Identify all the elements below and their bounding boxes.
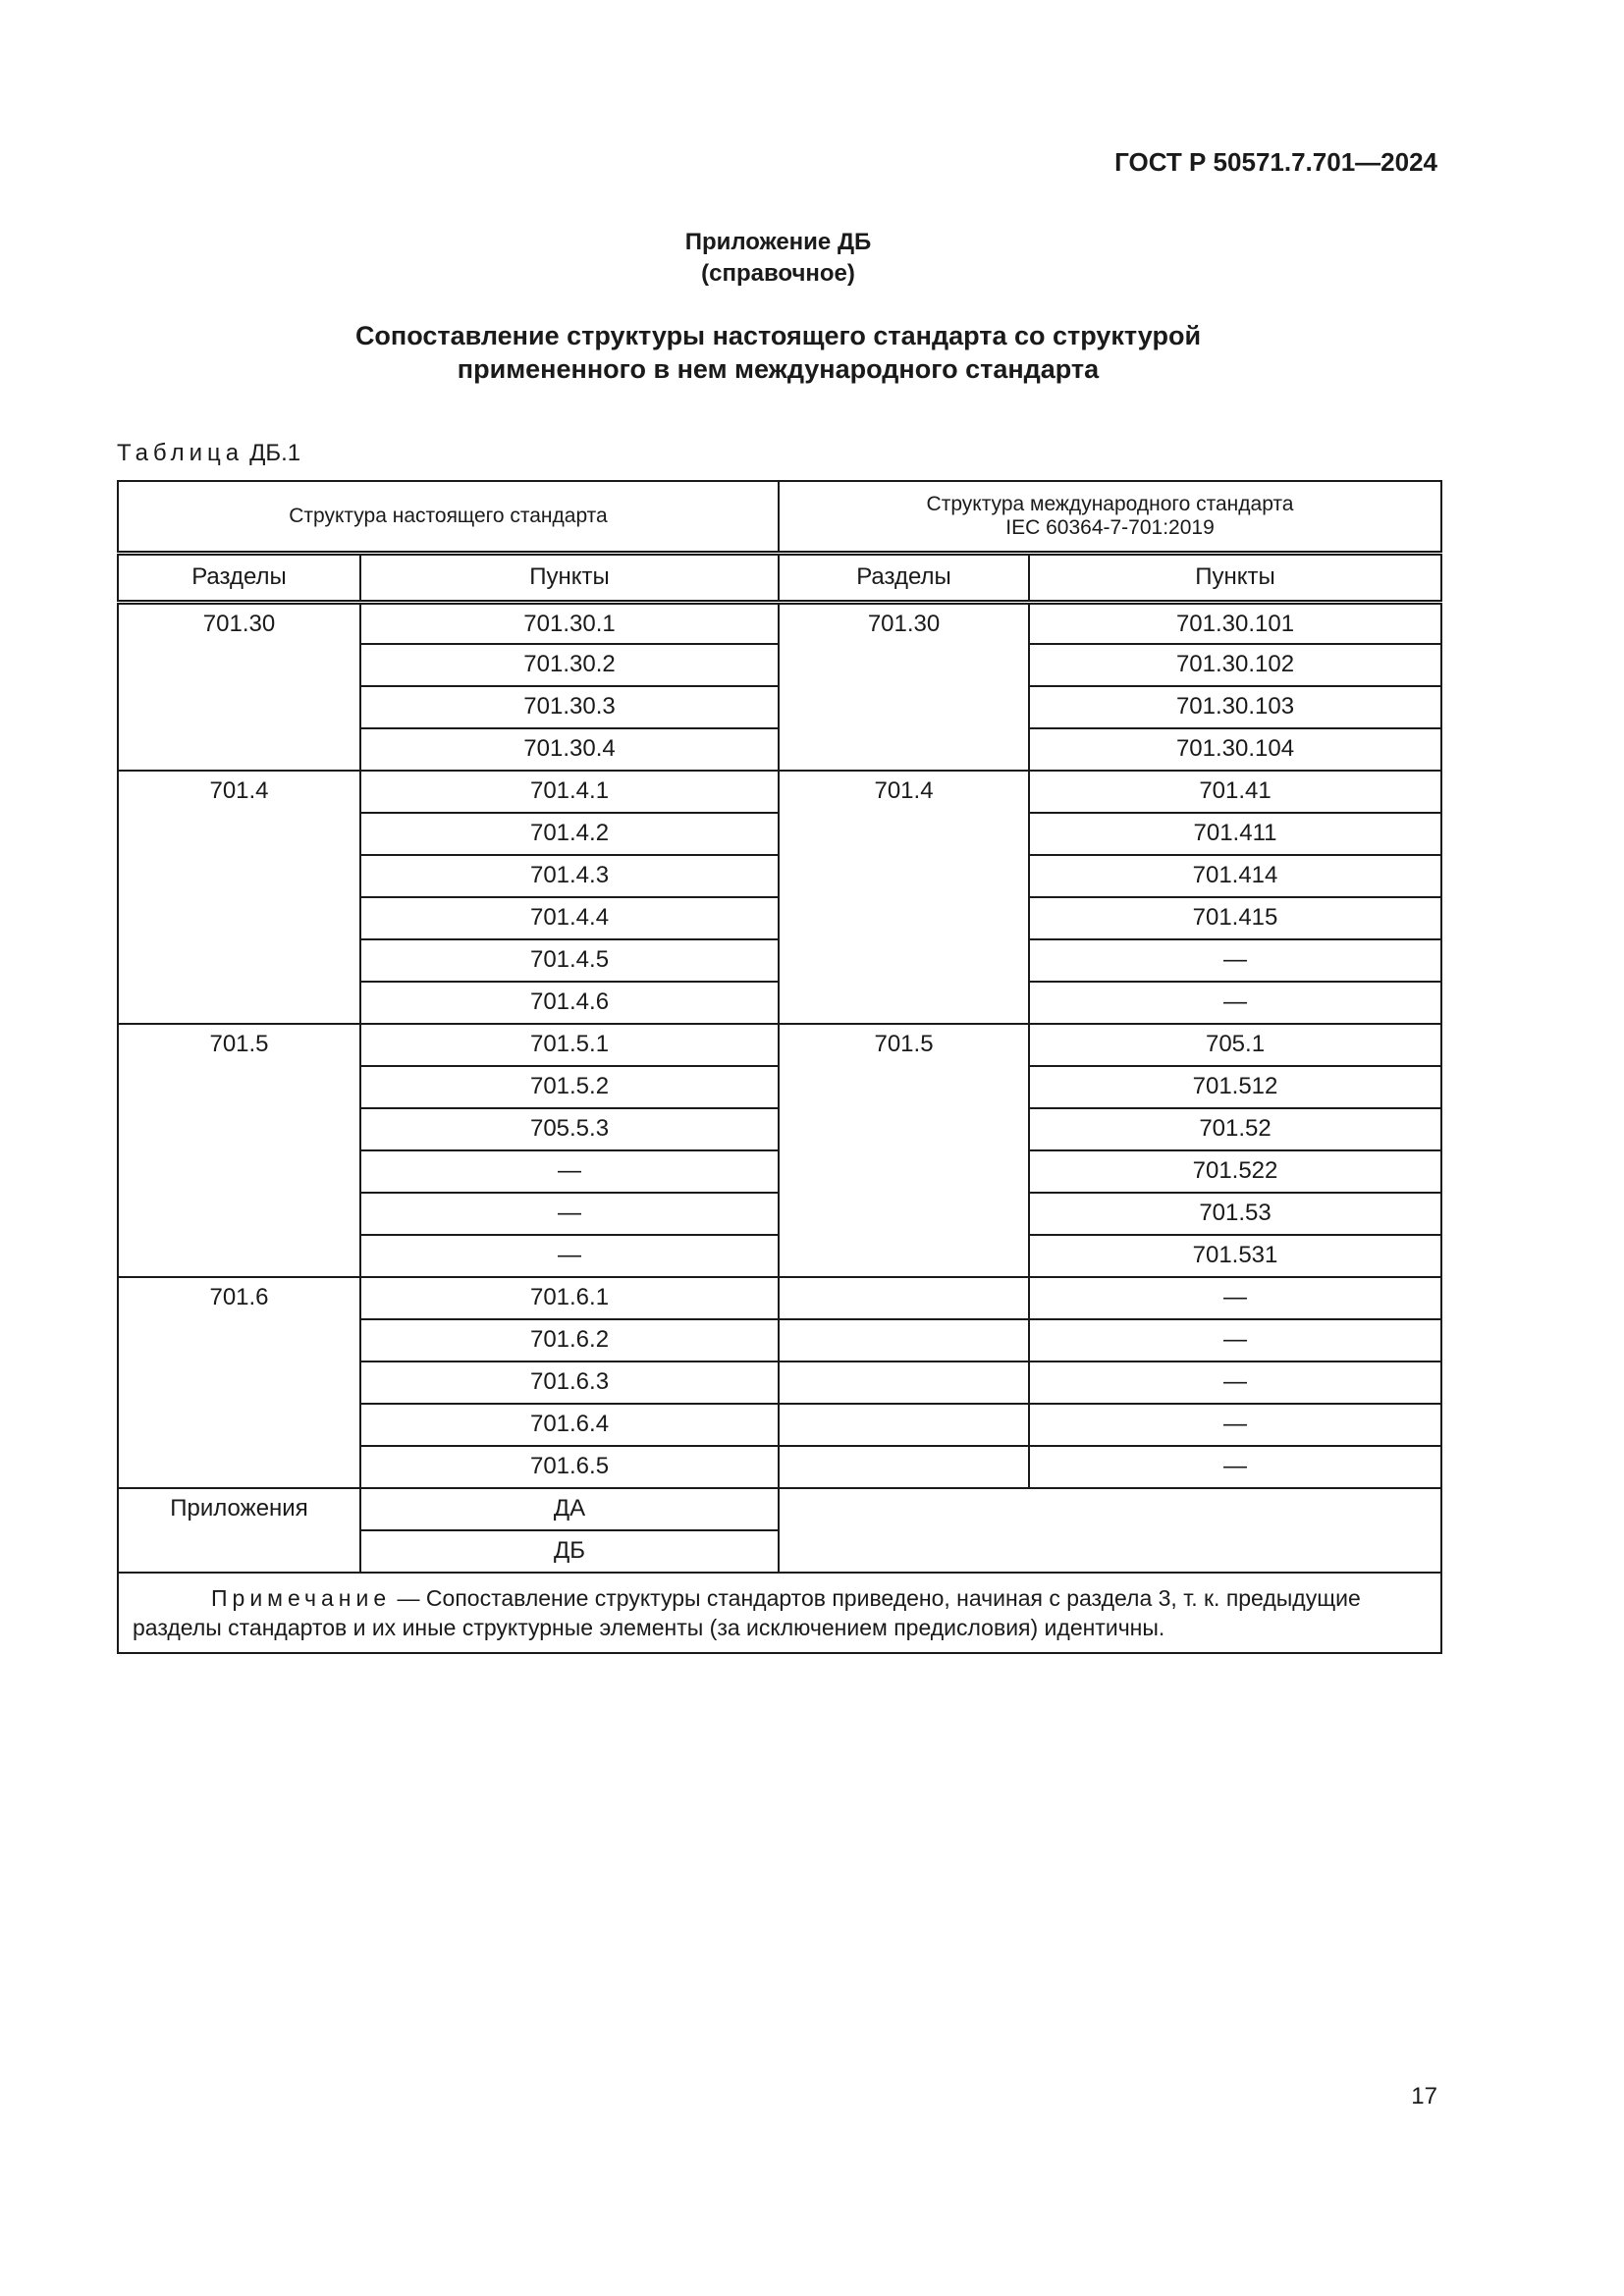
intl-section-cell-empty — [779, 1404, 1029, 1446]
item-cell: ДБ — [360, 1530, 779, 1573]
table-row — [118, 1277, 1441, 1319]
table-group-header-row — [118, 481, 1441, 553]
item-cell: 701.4.5 — [360, 939, 779, 982]
col-header-sections-current: Разделы — [118, 553, 360, 602]
item-cell: — — [360, 1193, 779, 1235]
appendix-title: Приложение ДБ — [684, 229, 872, 255]
intl-item-cell: 701.30.102 — [1029, 644, 1441, 686]
intl-section-cell: 701.5 — [779, 1024, 1029, 1277]
header-current-structure: Структура настоящего стандарта — [118, 481, 779, 553]
header-international-line-2: IEC 60364-7-701:2019 — [1005, 515, 1215, 539]
col-header-sections-intl: Разделы — [779, 553, 1029, 602]
header-international-structure — [779, 481, 1441, 553]
item-cell: 701.6.5 — [360, 1446, 779, 1488]
table-note — [118, 1573, 1441, 1653]
document-title-line-2: примененного в нем международного стандарта — [457, 354, 1100, 384]
item-cell: 701.6.1 — [360, 1277, 779, 1319]
item-cell: ДА — [360, 1488, 779, 1530]
intl-item-cell: 701.30.103 — [1029, 686, 1441, 728]
intl-item-cell: — — [1029, 1446, 1441, 1488]
intl-section-cell: 701.4 — [779, 771, 1029, 1024]
table-caption-number: ДБ.1 — [249, 440, 301, 466]
intl-item-cell: 701.512 — [1029, 1066, 1441, 1108]
item-cell: — — [360, 1150, 779, 1193]
item-cell: 701.30.2 — [360, 644, 779, 686]
item-cell: 701.30.4 — [360, 728, 779, 771]
document-title-line-1: Сопоставление структуры настоящего стандарта со структурой — [354, 321, 1202, 350]
note-text: — Сопоставление структуры стандартов приведено, начиная с раздела 3, т. к. предыдущие разделы стандартов и их иные структурные элементы (за исключением предисловия) идентичны. — [133, 1585, 1361, 1640]
intl-section-cell: 701.30 — [779, 602, 1029, 771]
item-cell: 701.30.1 — [360, 602, 779, 644]
intl-item-cell: 701.522 — [1029, 1150, 1441, 1193]
col-header-items-intl: Пункты — [1029, 553, 1441, 602]
page-number: 17 — [1411, 2083, 1437, 2109]
table-row — [118, 1488, 1441, 1530]
intl-appendices-empty-cell — [779, 1488, 1441, 1573]
item-cell: 701.4.3 — [360, 855, 779, 897]
table-row — [118, 1024, 1441, 1066]
table-row — [118, 771, 1441, 813]
item-cell: — — [360, 1235, 779, 1277]
header-international-line-1: Структура международного стандарта — [926, 492, 1294, 515]
intl-section-cell-empty — [779, 1362, 1029, 1404]
intl-section-cell-empty — [779, 1446, 1029, 1488]
intl-section-cell-empty — [779, 1319, 1029, 1362]
section-cell: 701.6 — [118, 1277, 360, 1488]
item-cell: 701.6.3 — [360, 1362, 779, 1404]
item-cell: 701.4.6 — [360, 982, 779, 1024]
table-note-row — [118, 1573, 1441, 1653]
intl-item-cell: — — [1029, 1404, 1441, 1446]
intl-item-cell: 701.41 — [1029, 771, 1441, 813]
item-cell: 701.5.2 — [360, 1066, 779, 1108]
intl-section-cell-empty — [779, 1277, 1029, 1319]
item-cell: 701.4.2 — [360, 813, 779, 855]
table-row — [118, 602, 1441, 644]
col-header-items-current: Пункты — [360, 553, 779, 602]
document-code: ГОСТ Р 50571.7.701—2024 — [1114, 147, 1437, 177]
item-cell: 701.30.3 — [360, 686, 779, 728]
item-cell: 701.5.1 — [360, 1024, 779, 1066]
item-cell: 701.6.4 — [360, 1404, 779, 1446]
table-caption-label: Таблица — [117, 440, 244, 466]
intl-item-cell: — — [1029, 1319, 1441, 1362]
table-column-header-row — [118, 553, 1441, 602]
item-cell: 701.6.2 — [360, 1319, 779, 1362]
section-cell: 701.30 — [118, 602, 360, 771]
section-cell: 701.4 — [118, 771, 360, 1024]
intl-item-cell: 701.414 — [1029, 855, 1441, 897]
intl-item-cell: — — [1029, 1362, 1441, 1404]
intl-item-cell: 701.52 — [1029, 1108, 1441, 1150]
intl-item-cell: — — [1029, 939, 1441, 982]
section-cell: 701.5 — [118, 1024, 360, 1277]
item-cell: 701.4.1 — [360, 771, 779, 813]
item-cell: 701.4.4 — [360, 897, 779, 939]
intl-item-cell: 701.415 — [1029, 897, 1441, 939]
intl-item-cell: 701.411 — [1029, 813, 1441, 855]
note-label: Примечание — [211, 1585, 392, 1611]
intl-item-cell: 701.53 — [1029, 1193, 1441, 1235]
intl-item-cell: — — [1029, 982, 1441, 1024]
intl-item-cell: — — [1029, 1277, 1441, 1319]
intl-item-cell: 705.1 — [1029, 1024, 1441, 1066]
appendix-kind: (справочное) — [701, 260, 855, 287]
intl-item-cell: 701.531 — [1029, 1235, 1441, 1277]
table-caption — [117, 440, 300, 467]
comparison-table — [117, 480, 1442, 1654]
intl-item-cell: 701.30.104 — [1029, 728, 1441, 771]
intl-item-cell: 701.30.101 — [1029, 602, 1441, 644]
item-cell: 705.5.3 — [360, 1108, 779, 1150]
section-cell: Приложения — [118, 1488, 360, 1573]
